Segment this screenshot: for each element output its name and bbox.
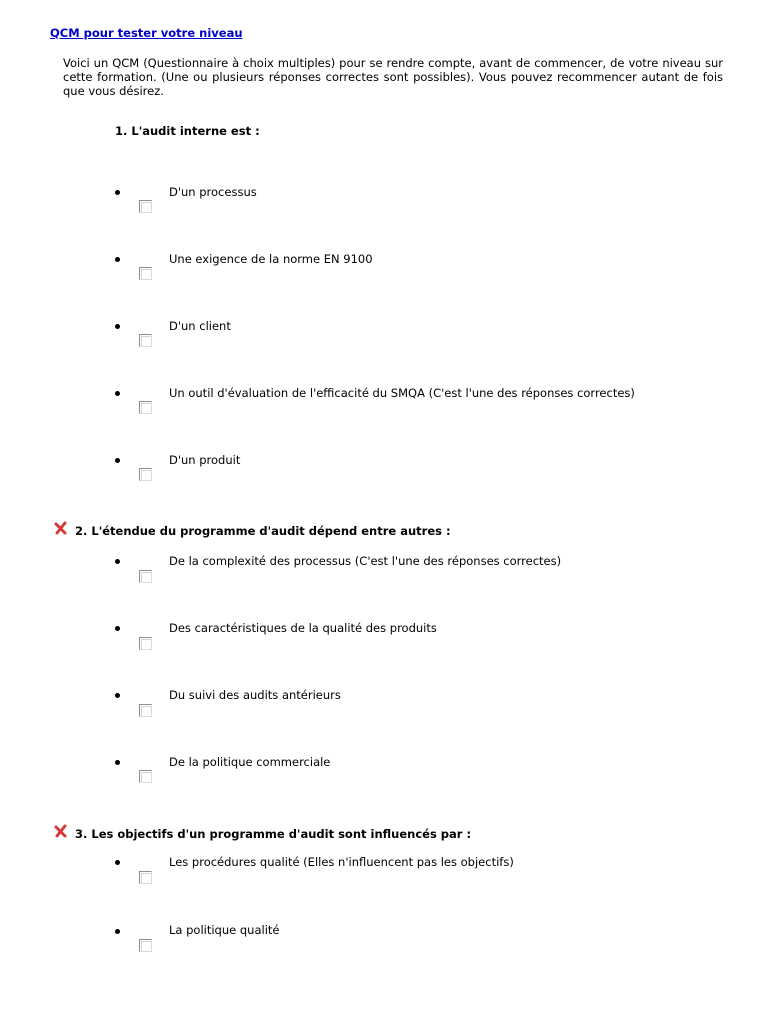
option-checkbox[interactable] — [139, 704, 152, 717]
option-label: Des caractéristiques de la qualité des produits — [169, 621, 437, 635]
option-checkbox[interactable] — [139, 334, 152, 347]
option-label: De la complexité des processus (C'est l'une des réponses correctes) — [169, 554, 562, 568]
bullet-icon — [115, 324, 120, 329]
wrong-answer-icon — [54, 824, 68, 838]
bullet-icon — [115, 190, 120, 195]
option-checkbox[interactable] — [139, 267, 152, 280]
question-1-label: 1. L'audit interne est : — [115, 124, 260, 138]
option-label: La politique qualité — [169, 923, 280, 937]
option-label: D'un processus — [169, 185, 257, 199]
intro-paragraph: Voici un QCM (Questionnaire à choix multiples) pour se rendre compte, avant de commencer, de votre niveau sur cette formation. (Une ou plusieurs réponses correctes sont possibles). Vous pouvez recommencer autant de fois que vous désirez. — [63, 56, 723, 98]
qcm-title-link[interactable]: QCM pour tester votre niveau — [50, 26, 243, 40]
option-label: D'un produit — [169, 453, 241, 467]
option-label: Une exigence de la norme EN 9100 — [169, 252, 373, 266]
option-checkbox[interactable] — [139, 401, 152, 414]
wrong-answer-icon — [54, 521, 68, 535]
option-checkbox[interactable] — [139, 770, 152, 783]
question-2-label: 2. L'étendue du programme d'audit dépend entre autres : — [75, 524, 451, 538]
bullet-icon — [115, 391, 120, 396]
question-3-label: 3. Les objectifs d'un programme d'audit sont influencés par : — [75, 827, 472, 841]
bullet-icon — [115, 257, 120, 262]
bullet-icon — [115, 929, 120, 934]
option-checkbox[interactable] — [139, 939, 152, 952]
bullet-icon — [115, 760, 120, 765]
option-label: D'un client — [169, 319, 231, 333]
option-checkbox[interactable] — [139, 871, 152, 884]
question-2 — [75, 524, 451, 538]
option-checkbox[interactable] — [139, 637, 152, 650]
option-label: Du suivi des audits antérieurs — [169, 688, 341, 702]
question-3 — [75, 827, 471, 841]
bullet-icon — [115, 458, 120, 463]
bullet-icon — [115, 693, 120, 698]
bullet-icon — [115, 559, 120, 564]
bullet-icon — [115, 626, 120, 631]
option-checkbox[interactable] — [139, 570, 152, 583]
option-checkbox[interactable] — [139, 200, 152, 213]
option-label: Un outil d'évaluation de l'efficacité du SMQA (C'est l'une des réponses correctes) — [169, 386, 635, 400]
option-label: Les procédures qualité (Elles n'influencent pas les objectifs) — [169, 855, 514, 869]
option-label: De la politique commerciale — [169, 755, 331, 769]
bullet-icon — [115, 860, 120, 865]
option-checkbox[interactable] — [139, 468, 152, 481]
